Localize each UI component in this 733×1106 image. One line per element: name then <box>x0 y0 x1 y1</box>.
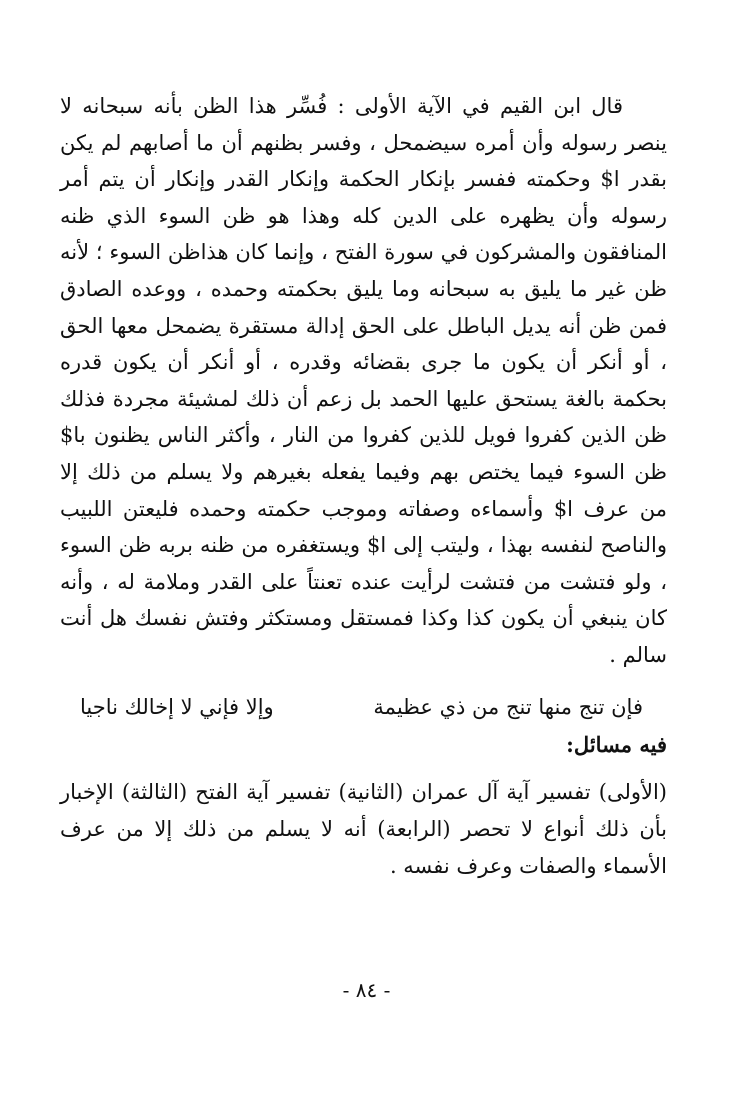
poem-first-hemistich: فإن تنج منها تنج من ذي عظيمة <box>373 694 643 719</box>
poem-second-hemistich: وإلا فإني لا إخالك ناجيا <box>80 694 274 719</box>
page-number: - ٨٤ - <box>342 978 391 1002</box>
issues-heading: فيه مسائل: <box>566 731 667 757</box>
poetry-verse <box>60 688 667 726</box>
page-content <box>60 88 667 885</box>
ibn-alqayyim-commentary-paragraph: قال ابن القيم في الآية الأولى : فُسِّر هذا الظن بأنه سبحانه لا ينصر رسوله وأن أمره سيضمحل ، وفسر بظنهم أن ما أصابهم لم يكن بقدر ا$ وحكمته ففسر بإنكار الحكمة وإنكار القدر وإنكار أن يتم أمر رسوله وأن يظهره على الدين كله وهذا هو ظن السوء الذي ظنه المنافقون والمشركون في سورة الفتح ، وإنما كان هذاظن السوء ؛ لأنه ظن غير ما يليق به سبحانه وما يليق بحكمته وحمده ، ووعده الصادق فمن ظن أنه يديل الباطل على الحق إدالة مستقرة يضمحل معها الحق ، أو أنكر أن يكون ما جرى بقضائه وقدره ، أو أنكر أن يكون قدره بحكمة بالغة يستحق عليها الحمد بل زعم أن ذلك لمشيئة مجردة فذلك ظن الذين كفروا فويل للذين كفروا من النار ، وأكثر الناس يظنون با$ ظن السوء فيما يختص بهم وفيما يفعله بغيرهم ولا يسلم من ذلك إلا من عرف ا$ وأسماءه وصفاته وموجب حكمته وحمده فليعتن اللبيب والناصح لنفسه بهذا ، وليتب إلى ا$ ويستغفره من ظنه بربه ظن السوء ، ولو فتشت من فتشت لرأيت عنده تعنتاً على القدر وملامة له ، وأنه كان ينبغي أن يكون كذا وكذا فمستقل ومستكثر وفتش نفسك هل أنت سالم . <box>60 94 667 667</box>
issues-list-paragraph: (الأولى) تفسير آية آل عمران (الثانية) تفسير آية الفتح (الثالثة) الإخبار بأن ذلك أنواع لا تحصر (الرابعة) أنه لا يسلم من ذلك إلا من عرف الأسماء والصفات وعرف نفسه . <box>60 779 667 878</box>
